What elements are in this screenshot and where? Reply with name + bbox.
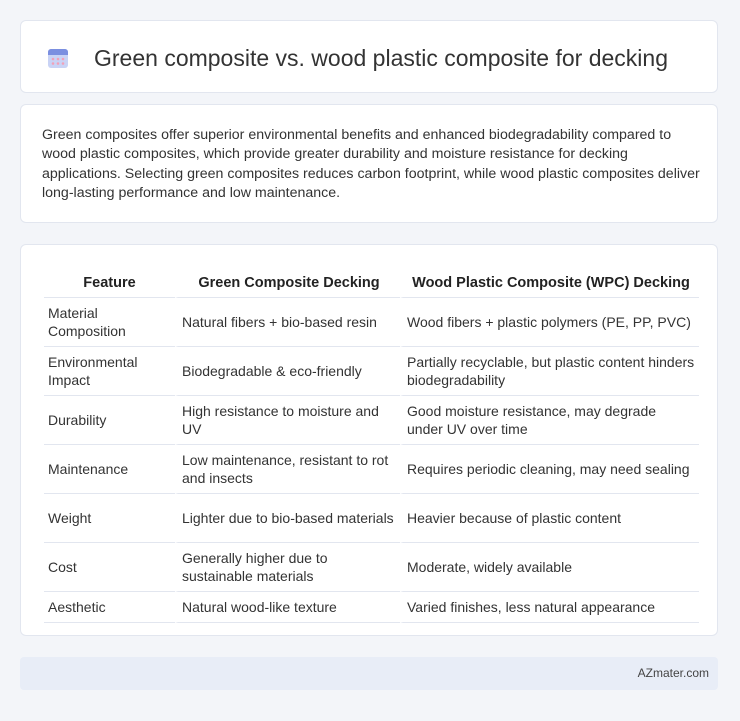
comparison-table — [44, 265, 699, 623]
table-row — [44, 298, 699, 347]
table-row — [44, 543, 699, 592]
green-composite-cell: High resistance to moisture and UV — [175, 396, 400, 445]
wpc-cell: Moderate, widely available — [400, 543, 699, 592]
table-row — [44, 396, 699, 445]
column-header-green-composite: Green Composite Decking — [175, 265, 400, 298]
green-composite-cell: Biodegradable & eco-friendly — [175, 347, 400, 396]
calendar-icon — [46, 46, 70, 70]
footer-bar — [20, 657, 718, 690]
feature-cell: Material Composition — [44, 298, 175, 347]
green-composite-cell: Lighter due to bio-based materials — [175, 494, 400, 543]
wpc-cell: Wood fibers + plastic polymers (PE, PP, PVC) — [400, 298, 699, 347]
green-composite-cell: Low maintenance, resistant to rot and insects — [175, 445, 400, 494]
table-row — [44, 494, 699, 543]
green-composite-cell: Natural wood-like texture — [175, 592, 400, 623]
feature-cell: Aesthetic — [44, 592, 175, 623]
feature-cell: Maintenance — [44, 445, 175, 494]
wpc-cell: Partially recyclable, but plastic content hinders biodegradability — [400, 347, 699, 396]
wpc-cell: Varied finishes, less natural appearance — [400, 592, 699, 623]
column-header-wpc: Wood Plastic Composite (WPC) Decking — [400, 265, 699, 298]
footer-site-name: AZmater.com — [637, 666, 709, 680]
wpc-cell: Good moisture resistance, may degrade under UV over time — [400, 396, 699, 445]
page-title: Green composite vs. wood plastic composite for decking — [94, 45, 668, 71]
feature-cell: Cost — [44, 543, 175, 592]
green-composite-cell: Generally higher due to sustainable materials — [175, 543, 400, 592]
feature-cell: Durability — [44, 396, 175, 445]
table-row — [44, 592, 699, 623]
green-composite-cell: Natural fibers + bio-based resin — [175, 298, 400, 347]
comparison-table-card — [20, 244, 718, 636]
table-row — [44, 347, 699, 396]
feature-cell: Environmental Impact — [44, 347, 175, 396]
table-row — [44, 445, 699, 494]
table-header-row — [44, 265, 699, 298]
summary-card — [20, 104, 718, 223]
wpc-cell: Requires periodic cleaning, may need sealing — [400, 445, 699, 494]
column-header-feature: Feature — [44, 265, 175, 298]
feature-cell: Weight — [44, 494, 175, 543]
header-card — [20, 20, 718, 93]
summary-text: Green composites offer superior environmental benefits and enhanced biodegradability compared to wood plastic composites, which provide greater durability and moisture resistance for decking applications. Selecting green composites reduces carbon footprint, while wood plastic composites deliver long-lasting performance and low maintenance. — [42, 127, 700, 202]
wpc-cell: Heavier because of plastic content — [400, 494, 699, 543]
